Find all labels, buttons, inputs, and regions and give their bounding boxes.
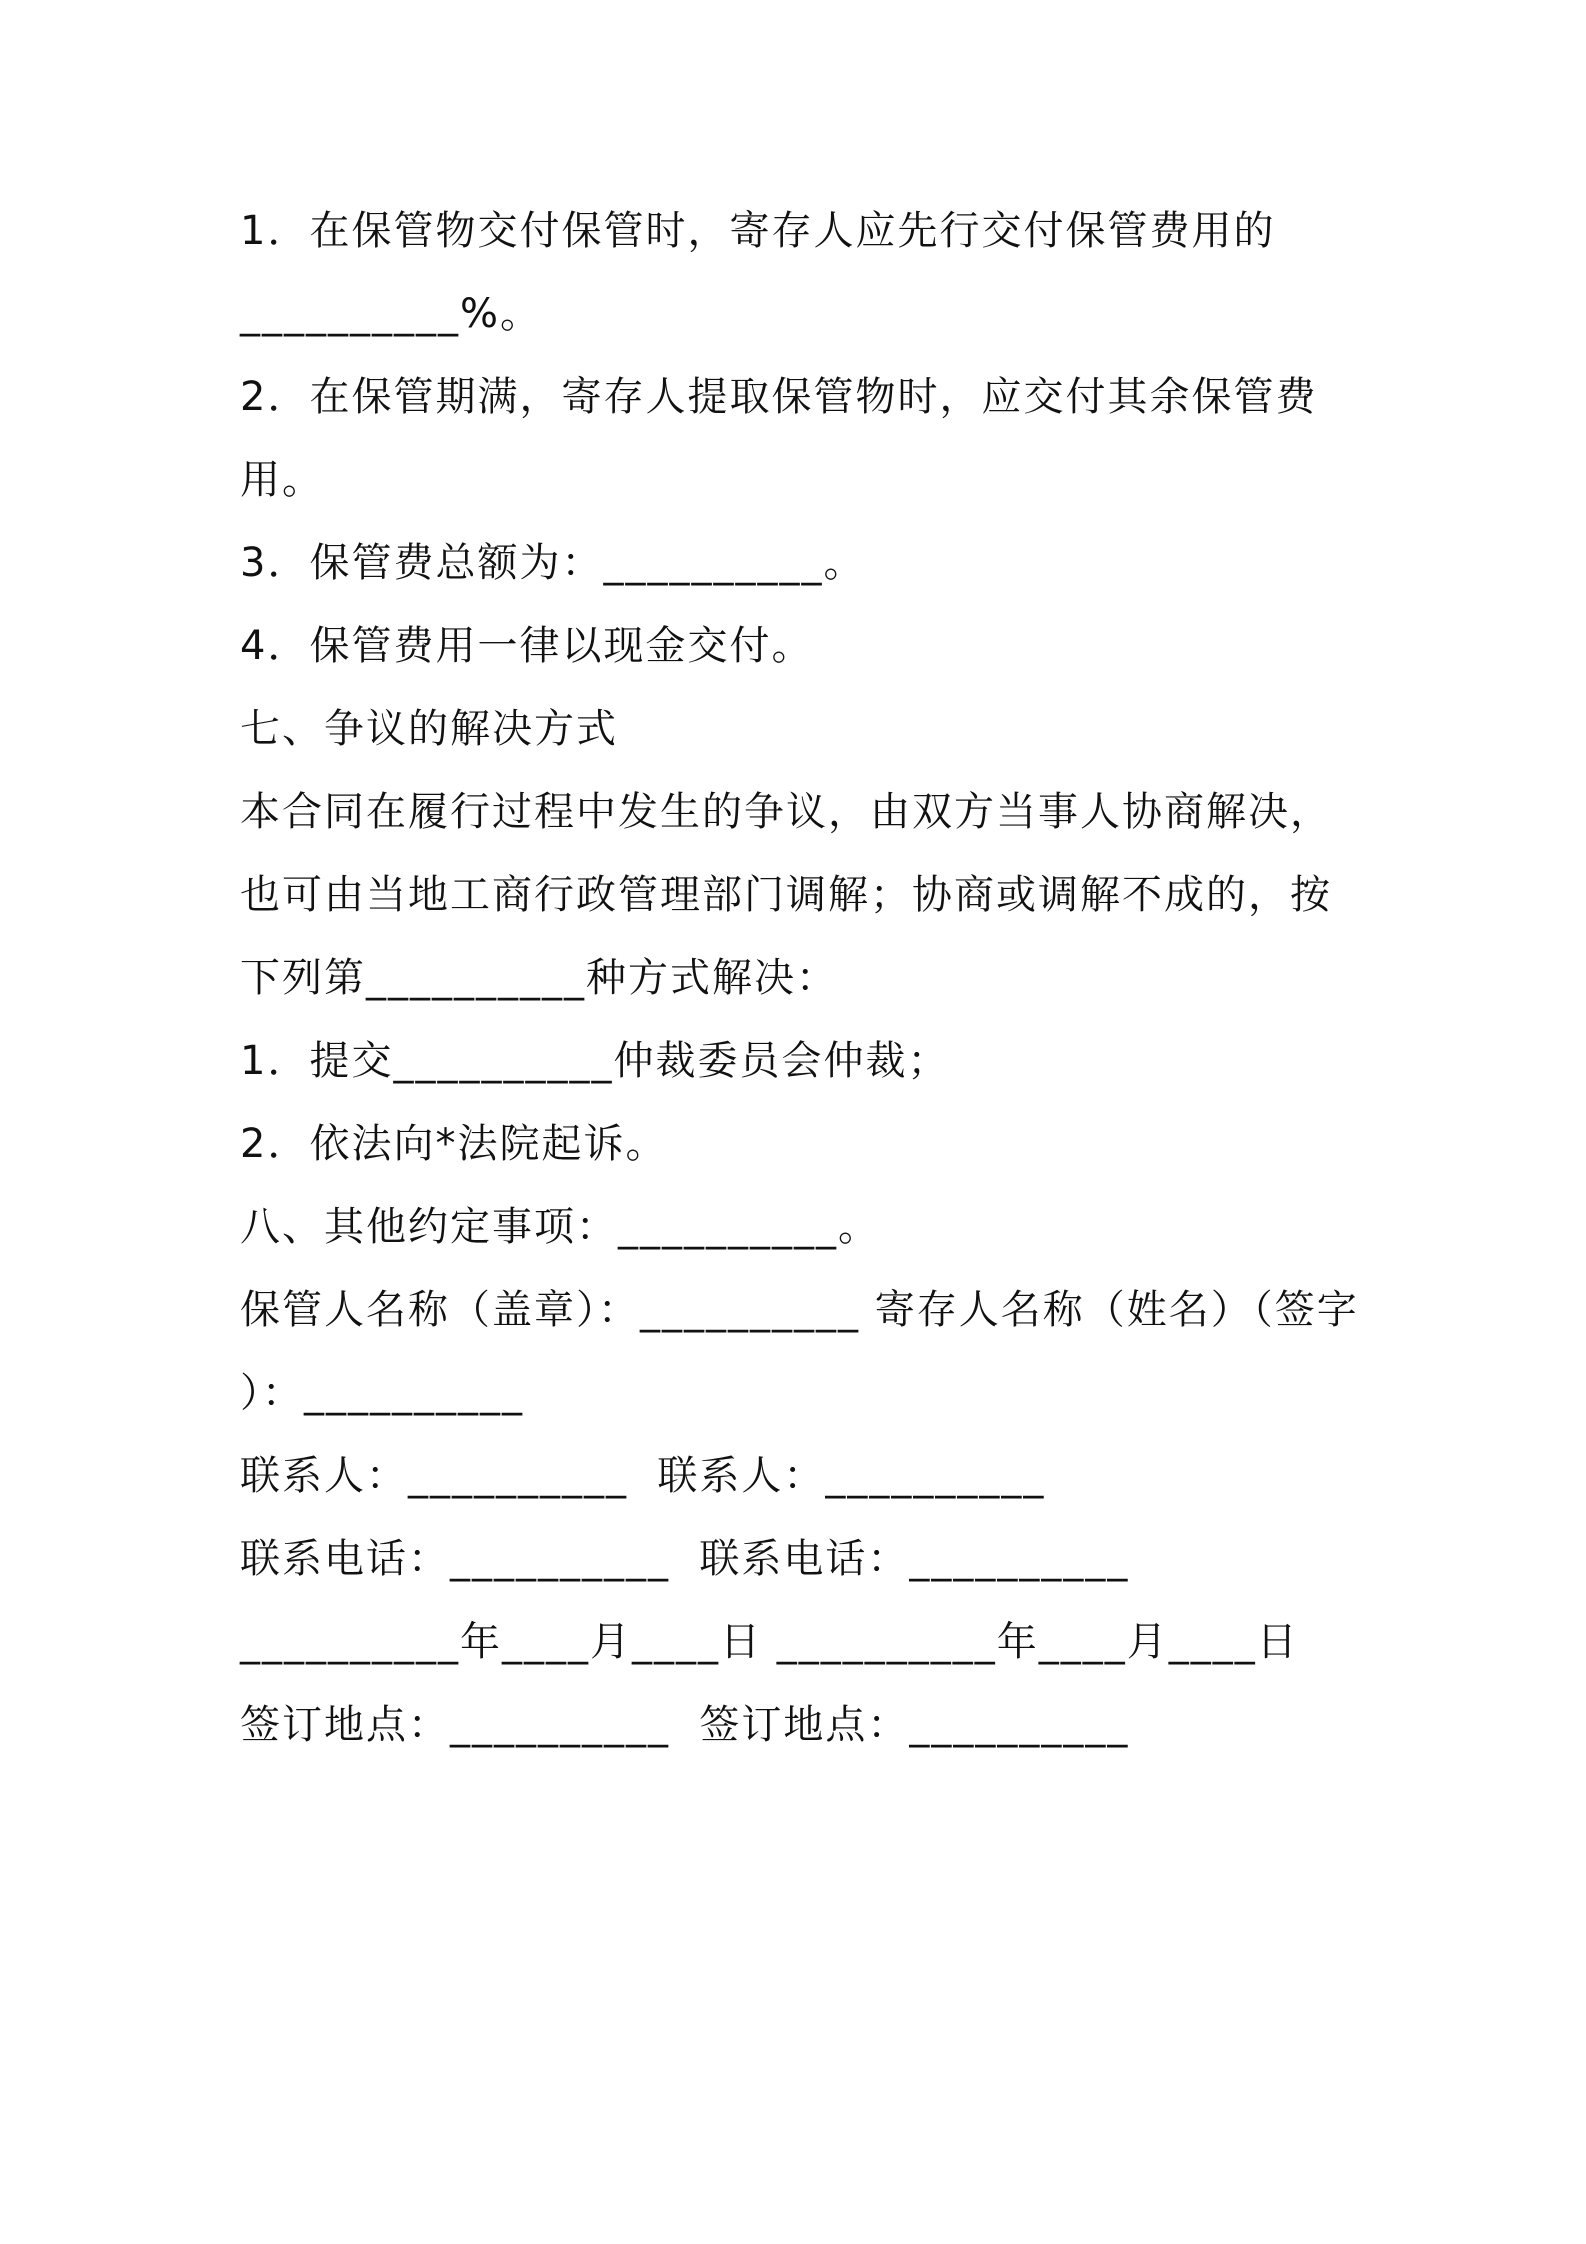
document-page	[240, 190, 1360, 1767]
section-heading-other-terms: 八、其他约定事项：__________。	[240, 1204, 880, 1250]
dispute-option-arbitration: 1．提交__________仲裁委员会仲裁；	[240, 1038, 950, 1084]
sign-place-row: 签订地点：__________ 签订地点：__________	[240, 1702, 1130, 1748]
fee-remaining-clause: 2．在保管期满，寄存人提取保管物时，应交付其余保管费	[240, 374, 1318, 420]
dispute-option-court: 2．依法向*法院起诉。	[240, 1121, 668, 1167]
dispute-paragraph-line-2: 也可由当地工商行政管理部门调解；协商或调解不成的，按	[240, 872, 1332, 918]
dispute-paragraph-line-1: 本合同在履行过程中发生的争议，由双方当事人协商解决，	[240, 789, 1332, 835]
signature-party-names: 保管人名称（盖章）：__________ 寄存人名称（姓名）（签字	[240, 1287, 1359, 1333]
contact-phone-row: 联系电话：__________ 联系电话：__________	[240, 1536, 1130, 1582]
section-heading-dispute: 七、争议的解决方式	[240, 706, 618, 752]
fee-advance-percent: __________%。	[240, 291, 543, 337]
signature-party-names-cont: ）：__________	[240, 1370, 524, 1416]
fee-remaining-clause-cont: 用。	[240, 457, 324, 503]
fee-cash-clause: 4．保管费用一律以现金交付。	[240, 623, 814, 669]
sign-date-row: __________年____月____日 __________年____月____日	[240, 1619, 1299, 1665]
fee-advance-clause: 1．在保管物交付保管时，寄存人应先行交付保管费用的	[240, 208, 1276, 254]
contact-person-row: 联系人：__________ 联系人：__________	[240, 1453, 1046, 1499]
fee-total-clause: 3．保管费总额为：__________。	[240, 540, 866, 586]
dispute-paragraph-line-3: 下列第__________种方式解决：	[240, 955, 838, 1001]
